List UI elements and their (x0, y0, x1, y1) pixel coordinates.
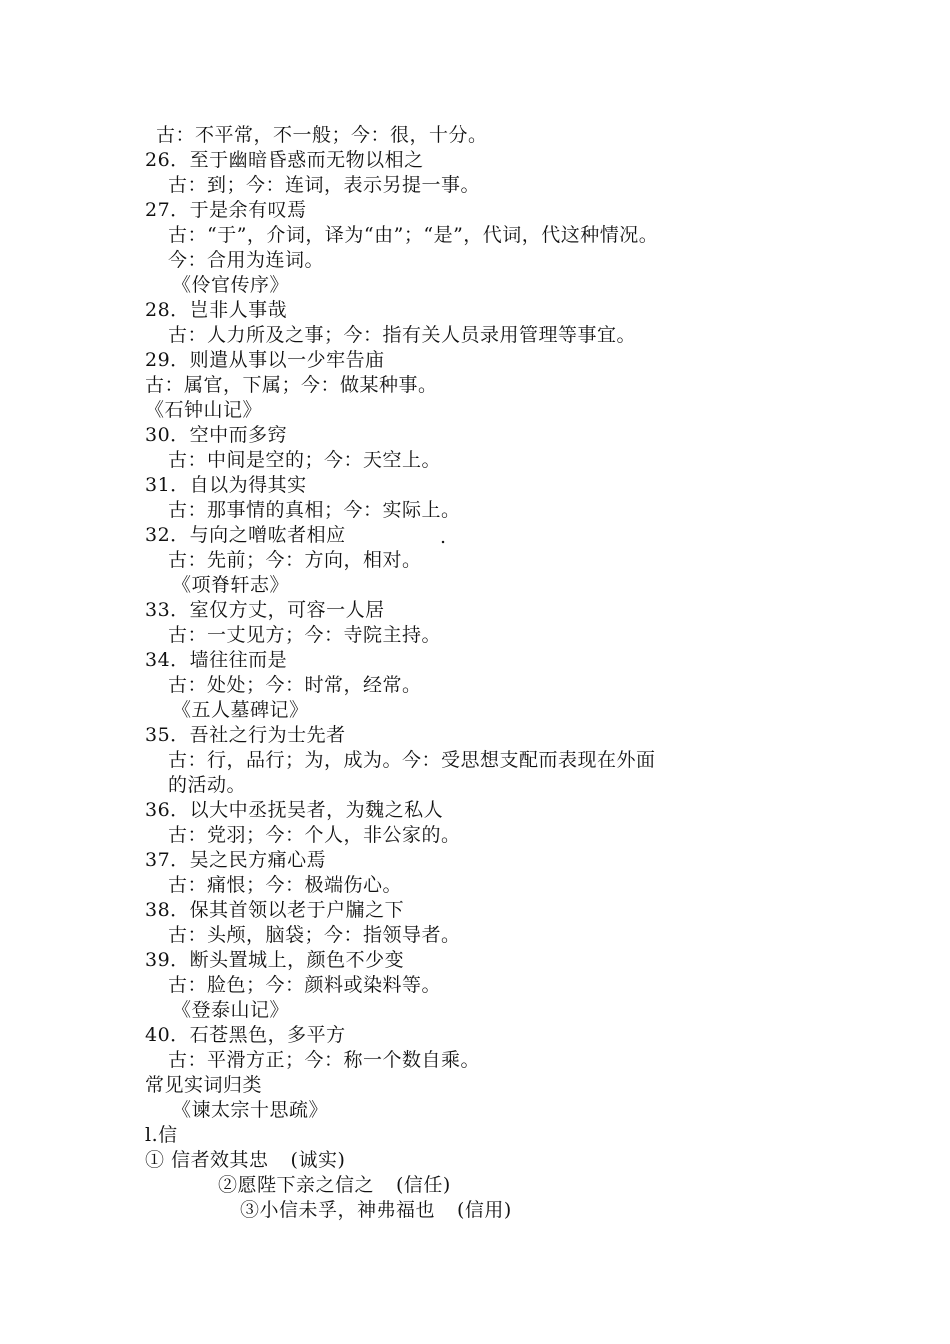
item-heading: 27．于是余有叹焉 (145, 199, 307, 221)
text-line: 古：处处；今：时常，经常。 (168, 674, 422, 696)
text-line: 古：“于”，介词，译为“由”；“是”，代词，代这种情况。 (168, 224, 659, 246)
item-heading: 40．石苍黑色，多平方 (145, 1024, 346, 1046)
text-line: 古：一丈见方；今：寺院主持。 (168, 624, 442, 646)
item-heading: 29．则遣从事以一少牢告庙 (145, 349, 385, 371)
item-heading: 36．以大中丞抚吴者，为魏之私人 (145, 799, 444, 821)
example-line (145, 1148, 345, 1173)
item-heading: 30．空中而多窍 (145, 424, 288, 446)
example-line (240, 1198, 512, 1223)
example-meaning: (诚实) (290, 1149, 346, 1171)
text-line: 古：那事情的真相；今：实际上。 (168, 499, 461, 521)
word-heading: l.信 (145, 1124, 178, 1146)
text-line: 古：党羽；今：个人，非公家的。 (168, 824, 461, 846)
text-line: 古：人力所及之事；今：指有关人员录用管理等事宜。 (168, 324, 637, 346)
section-title: 《伶官传序》 (172, 274, 290, 296)
item-heading: 33．室仅方丈，可容一人居 (145, 599, 385, 621)
section-title: 《登泰山记》 (172, 999, 290, 1021)
text-line: 古：脸色；今：颜料或染料等。 (168, 974, 442, 996)
text-line: 古：到；今：连词，表示另提一事。 (168, 174, 481, 196)
text-line: 古：头颅，脑袋；今：指领导者。 (168, 924, 461, 946)
text-line: 古：属官，下属；今：做某种事。 (145, 374, 438, 396)
text-line: 古：先前；今：方向，相对。 (168, 549, 422, 571)
item-heading: 37．吴之民方痛心焉 (145, 849, 327, 871)
example-meaning: (信任) (396, 1174, 451, 1196)
item-heading: 34．墙往往而是 (145, 649, 288, 671)
section-title: 《谏太宗十思疏》 (172, 1099, 329, 1121)
item-heading: 26．至于幽暗昏惑而无物以相之 (145, 149, 424, 171)
text-line: 古：中间是空的；今：天空上。 (168, 449, 442, 471)
section-title: 《五人墓碑记》 (172, 699, 309, 721)
item-heading: 31．自以为得其实 (145, 474, 307, 496)
item-heading: 28．岂非人事哉 (145, 299, 288, 321)
section-title: 《石钟山记》 (145, 399, 263, 421)
example-line (218, 1173, 451, 1198)
category-heading: 常见实词归类 (145, 1074, 263, 1096)
text-line: 古：行，品行；为，成为。今：受思想支配而表现在外面 (168, 749, 656, 771)
section-title: 《项脊轩志》 (172, 574, 290, 596)
example-text: ③小信未孚，神弗福也 (240, 1199, 436, 1221)
text-line: 的活动。 (168, 774, 247, 796)
text-line: 古：痛恨；今：极端伤心。 (168, 874, 403, 896)
stray-dot: . (440, 526, 447, 548)
item-heading: 35．吾社之行为士先者 (145, 724, 346, 746)
text-line: 今：合用为连词。 (168, 249, 325, 271)
item-heading: 32．与向之噌吰者相应 (145, 524, 346, 546)
item-heading: 38．保其首领以老于户牖之下 (145, 899, 405, 921)
example-text: ① 信者效其忠 (145, 1149, 269, 1171)
example-text: ②愿陛下亲之信之 (218, 1174, 375, 1196)
item-heading: 39．断头置城上，颜色不少变 (145, 949, 405, 971)
example-meaning: (信用) (457, 1199, 512, 1221)
text-line: 古：不平常，不一般；今：很，十分。 (156, 124, 488, 146)
text-line: 古：平滑方正；今：称一个数自乘。 (168, 1049, 481, 1071)
